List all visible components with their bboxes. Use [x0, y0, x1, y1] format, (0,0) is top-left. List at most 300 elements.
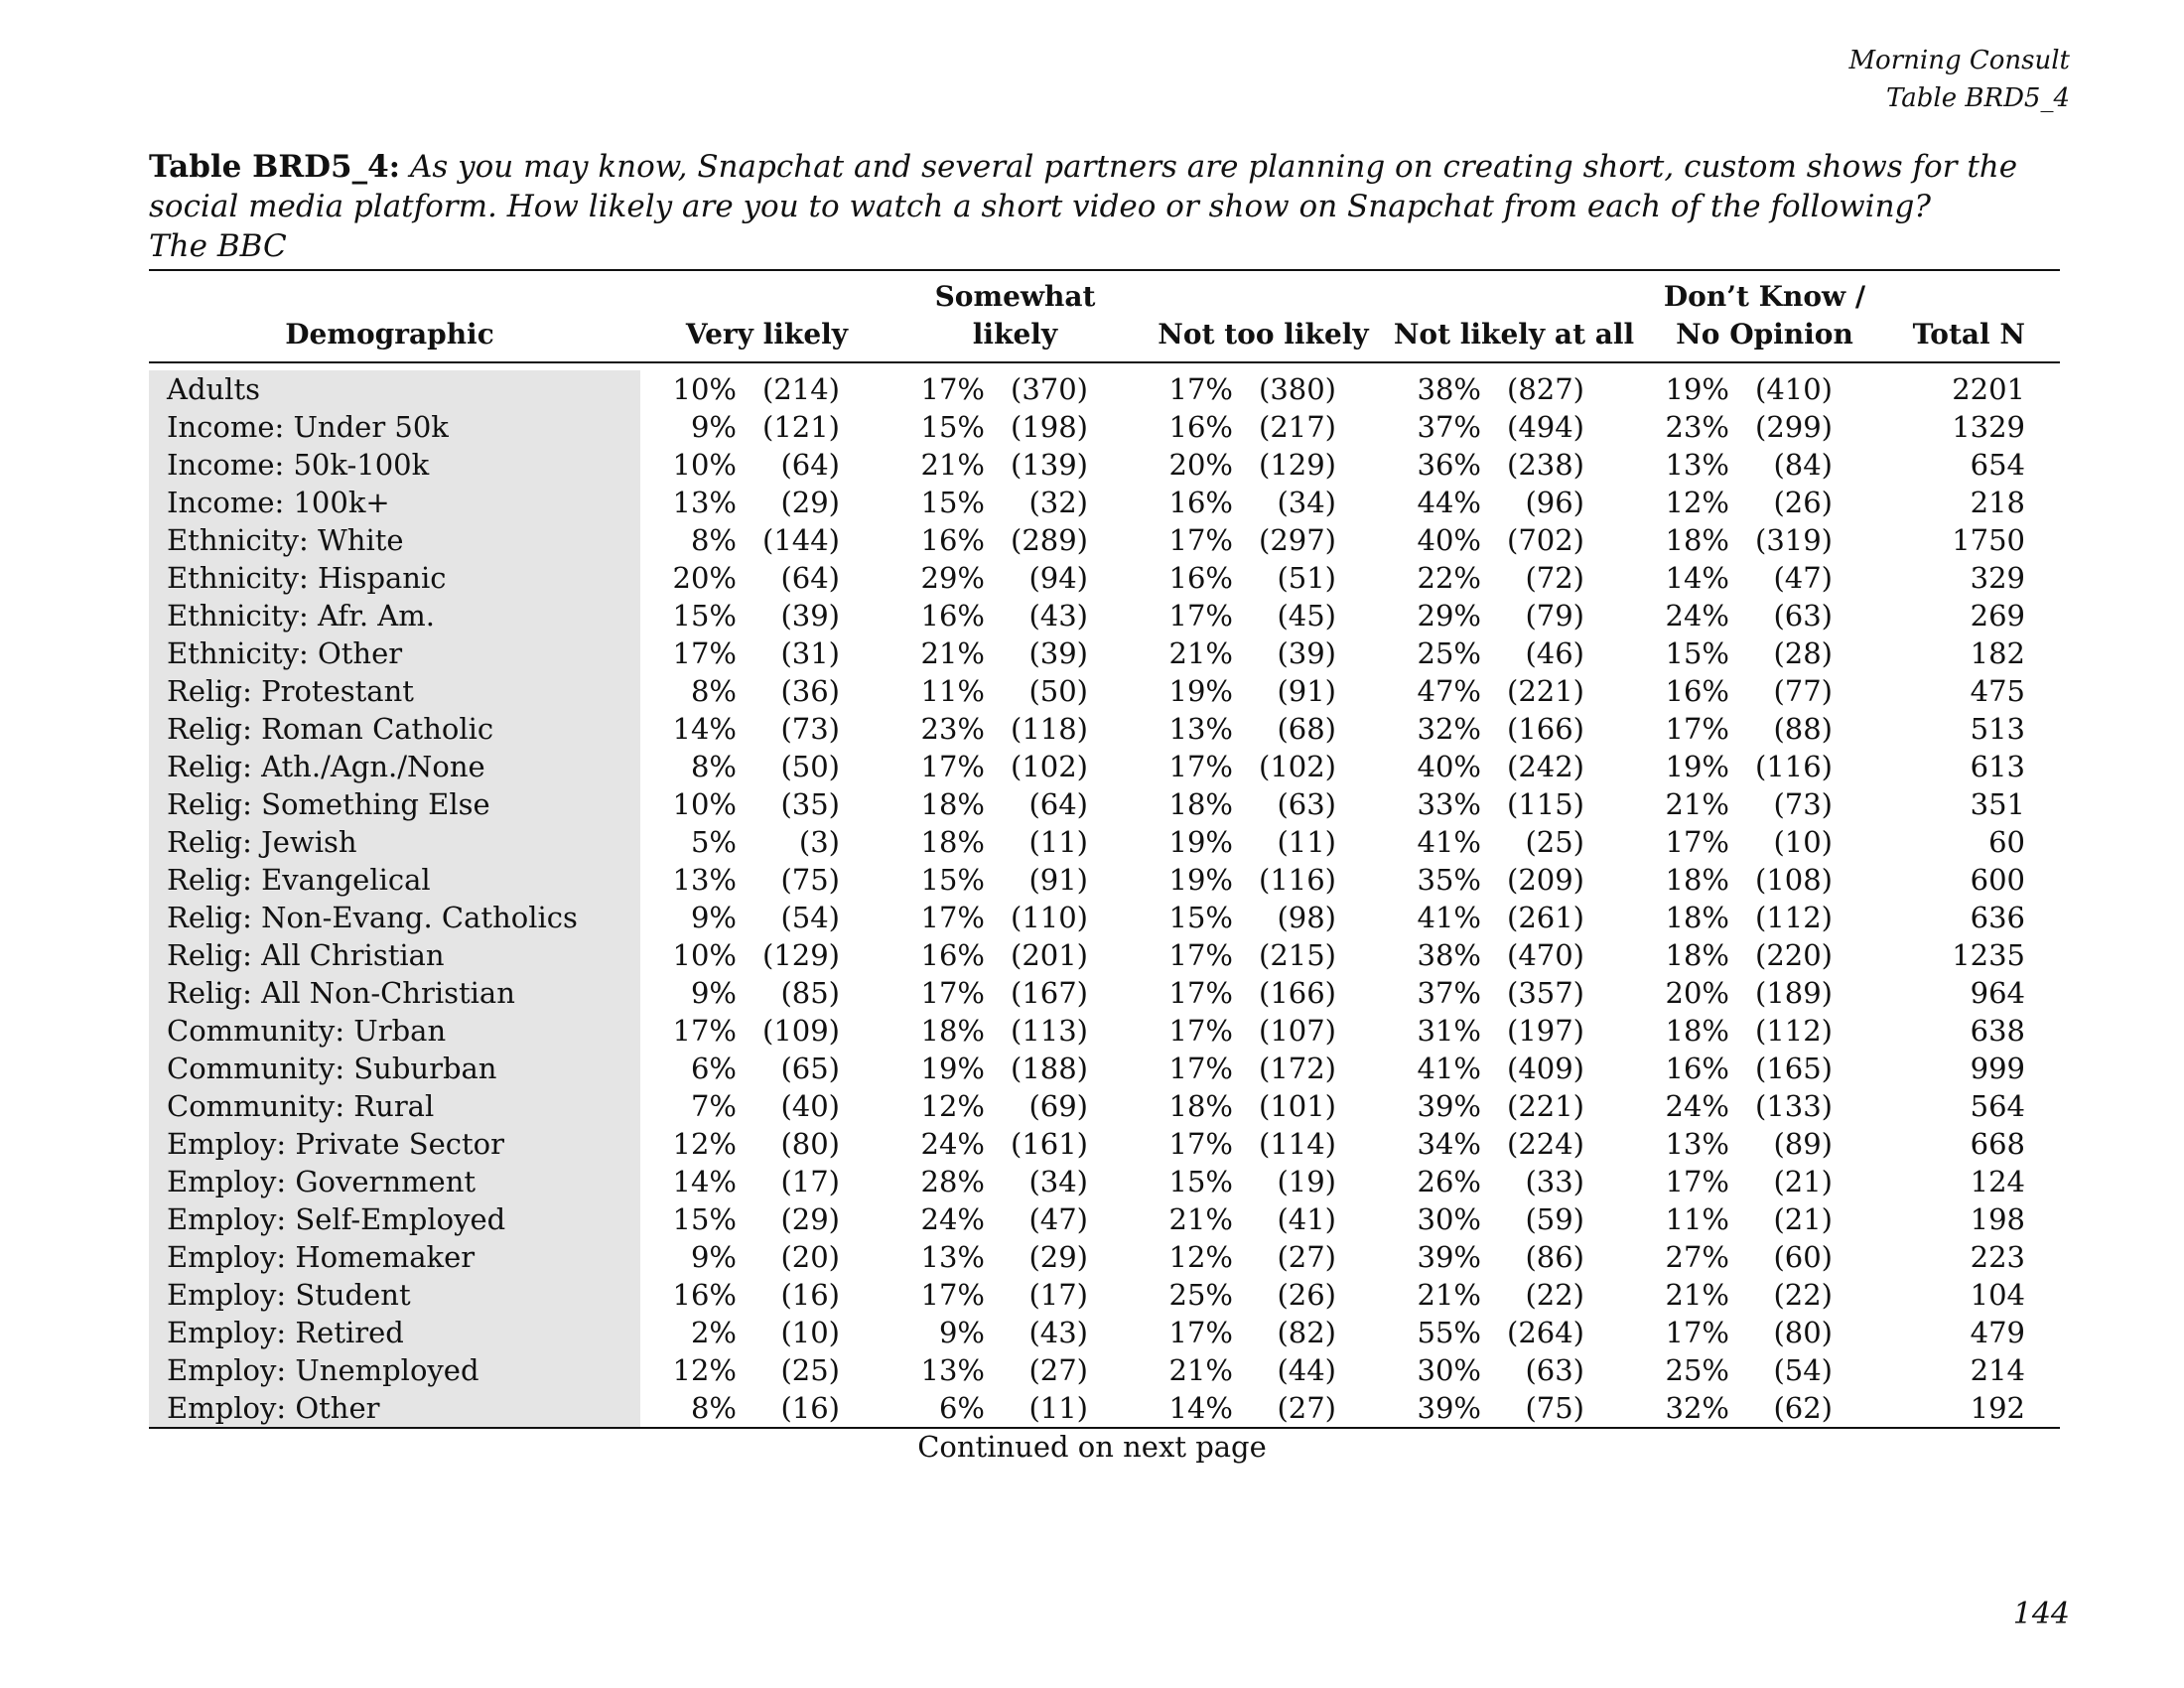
cell-percent: 17% [1168, 938, 1233, 972]
cell-count: (25) [780, 1353, 840, 1387]
cell-count: (144) [762, 523, 840, 557]
cell-percent: 15% [1168, 901, 1233, 934]
cell-count: (91) [1277, 674, 1336, 708]
cell-percent: 13% [920, 1240, 985, 1274]
table-row [149, 748, 2060, 785]
cell-count: (72) [1525, 561, 1584, 595]
cell-percent: 19% [1665, 750, 1729, 783]
cell-count: (261) [1507, 901, 1584, 934]
cell-percent: 29% [1417, 599, 1481, 633]
row-label: Relig: Evangelical [167, 863, 431, 897]
cell-count: (27) [1277, 1240, 1336, 1274]
col-header-total-n: Total N [1912, 318, 2025, 351]
row-label: Relig: Roman Catholic [167, 712, 494, 746]
cell-count: (86) [1525, 1240, 1584, 1274]
cell-percent: 21% [1665, 1278, 1729, 1312]
cell-count: (51) [1277, 561, 1336, 595]
cell-count: (10) [1773, 825, 1833, 859]
cell-total-n: 636 [1970, 901, 2025, 934]
cell-total-n: 964 [1970, 976, 2025, 1010]
cell-count: (221) [1507, 1089, 1584, 1123]
table-row [149, 823, 2060, 861]
cell-percent: 22% [1417, 561, 1481, 595]
cell-count: (11) [1028, 1391, 1088, 1425]
cell-count: (108) [1755, 863, 1833, 897]
cell-percent: 8% [690, 750, 737, 783]
cell-percent: 24% [1665, 599, 1729, 633]
table-row [149, 936, 2060, 974]
cell-percent: 40% [1417, 523, 1481, 557]
table-row [149, 1276, 2060, 1314]
cell-percent: 12% [1168, 1240, 1233, 1274]
cell-count: (89) [1773, 1127, 1833, 1161]
cell-count: (91) [1028, 863, 1088, 897]
cell-percent: 14% [672, 1165, 737, 1198]
cell-count: (26) [1773, 486, 1833, 519]
cell-count: (43) [1028, 599, 1088, 633]
cell-count: (50) [780, 750, 840, 783]
cell-count: (109) [762, 1014, 840, 1048]
cell-total-n: 329 [1970, 561, 2025, 595]
row-label: Relig: Jewish [167, 825, 357, 859]
cell-count: (39) [1277, 636, 1336, 670]
row-label: Employ: Student [167, 1278, 411, 1312]
cell-percent: 9% [690, 1240, 737, 1274]
cell-percent: 18% [1665, 863, 1729, 897]
cell-percent: 40% [1417, 750, 1481, 783]
col-header-somewhat-line2: likely [972, 318, 1058, 351]
cell-percent: 15% [920, 863, 985, 897]
cell-percent: 19% [1168, 674, 1233, 708]
cell-count: (217) [1259, 410, 1336, 444]
cell-percent: 17% [920, 372, 985, 406]
cell-count: (113) [1011, 1014, 1088, 1048]
cell-count: (197) [1507, 1014, 1584, 1048]
cell-count: (166) [1507, 712, 1584, 746]
cell-count: (16) [780, 1391, 840, 1425]
cell-count: (84) [1773, 448, 1833, 482]
row-label: Income: 100k+ [167, 486, 390, 519]
cell-count: (54) [1773, 1353, 1833, 1387]
cell-percent: 21% [1417, 1278, 1481, 1312]
cell-total-n: 351 [1970, 787, 2025, 821]
cell-percent: 8% [690, 674, 737, 708]
cell-percent: 12% [672, 1353, 737, 1387]
cell-percent: 10% [672, 372, 737, 406]
table-row [149, 1314, 2060, 1351]
cell-total-n: 223 [1970, 1240, 2025, 1274]
cell-percent: 18% [1665, 938, 1729, 972]
cell-percent: 11% [920, 674, 985, 708]
cell-count: (29) [780, 1202, 840, 1236]
cell-percent: 16% [672, 1278, 737, 1312]
cell-count: (189) [1755, 976, 1833, 1010]
cell-count: (32) [1028, 486, 1088, 519]
cell-count: (129) [1259, 448, 1336, 482]
cell-total-n: 214 [1970, 1353, 2025, 1387]
cell-count: (64) [1028, 787, 1088, 821]
cell-count: (79) [1525, 599, 1584, 633]
row-label: Ethnicity: Other [167, 636, 403, 670]
cell-percent: 14% [1665, 561, 1729, 595]
cell-percent: 16% [1665, 674, 1729, 708]
cell-count: (221) [1507, 674, 1584, 708]
cell-count: (47) [1028, 1202, 1088, 1236]
cell-count: (3) [798, 825, 840, 859]
cell-percent: 32% [1665, 1391, 1729, 1425]
cell-count: (47) [1773, 561, 1833, 595]
cell-count: (167) [1011, 976, 1088, 1010]
header-rule [149, 361, 2060, 363]
cell-percent: 18% [1168, 787, 1233, 821]
table-row [149, 1012, 2060, 1050]
cell-count: (188) [1011, 1052, 1088, 1085]
cell-total-n: 613 [1970, 750, 2025, 783]
cell-percent: 15% [1665, 636, 1729, 670]
row-label: Ethnicity: Afr. Am. [167, 599, 435, 633]
cell-count: (319) [1755, 523, 1833, 557]
cell-count: (63) [1773, 599, 1833, 633]
table-body [149, 370, 2060, 1427]
cell-percent: 31% [1417, 1014, 1481, 1048]
table-row [149, 521, 2060, 559]
row-label: Employ: Private Sector [167, 1127, 504, 1161]
cell-count: (238) [1507, 448, 1584, 482]
table-row [149, 710, 2060, 748]
cell-percent: 37% [1417, 976, 1481, 1010]
cell-count: (44) [1277, 1353, 1336, 1387]
row-label: Ethnicity: Hispanic [167, 561, 447, 595]
cell-count: (470) [1507, 938, 1584, 972]
table-row [149, 785, 2060, 823]
cell-percent: 23% [1665, 410, 1729, 444]
cell-percent: 12% [920, 1089, 985, 1123]
cell-percent: 16% [1168, 561, 1233, 595]
cell-percent: 10% [672, 448, 737, 482]
row-label: Employ: Unemployed [167, 1353, 479, 1387]
cell-total-n: 600 [1970, 863, 2025, 897]
cell-count: (17) [780, 1165, 840, 1198]
cell-count: (65) [780, 1052, 840, 1085]
row-label: Relig: All Christian [167, 938, 445, 972]
col-header-dont-know-line2: No Opinion [1676, 318, 1853, 351]
cell-count: (43) [1028, 1316, 1088, 1349]
cell-percent: 39% [1417, 1240, 1481, 1274]
cell-count: (10) [780, 1316, 840, 1349]
cell-count: (121) [762, 410, 840, 444]
cell-count: (209) [1507, 863, 1584, 897]
cell-count: (161) [1011, 1127, 1088, 1161]
cell-count: (101) [1259, 1089, 1336, 1123]
cell-count: (114) [1259, 1127, 1336, 1161]
cell-percent: 25% [1665, 1353, 1729, 1387]
cell-percent: 39% [1417, 1391, 1481, 1425]
cell-count: (34) [1028, 1165, 1088, 1198]
cell-count: (242) [1507, 750, 1584, 783]
cell-count: (80) [780, 1127, 840, 1161]
table-row [149, 559, 2060, 597]
table-row [149, 1389, 2060, 1427]
page-number: 144 [2012, 1597, 2070, 1631]
cell-percent: 16% [1665, 1052, 1729, 1085]
cell-percent: 25% [1168, 1278, 1233, 1312]
cell-total-n: 475 [1970, 674, 2025, 708]
cell-count: (21) [1773, 1202, 1833, 1236]
report-header [1848, 42, 2070, 117]
cell-total-n: 513 [1970, 712, 2025, 746]
cell-count: (112) [1755, 901, 1833, 934]
cell-total-n: 182 [1970, 636, 2025, 670]
row-label: Employ: Other [167, 1391, 380, 1425]
cell-count: (64) [780, 448, 840, 482]
cell-percent: 28% [920, 1165, 985, 1198]
cell-percent: 18% [1665, 1014, 1729, 1048]
cell-count: (29) [780, 486, 840, 519]
cell-percent: 13% [1665, 448, 1729, 482]
cell-count: (107) [1259, 1014, 1336, 1048]
cell-count: (22) [1525, 1278, 1584, 1312]
cell-count: (27) [1028, 1353, 1088, 1387]
row-label: Relig: Non-Evang. Catholics [167, 901, 578, 934]
cell-percent: 20% [1665, 976, 1729, 1010]
cell-count: (11) [1028, 825, 1088, 859]
table-row [149, 1050, 2060, 1087]
cell-percent: 12% [672, 1127, 737, 1161]
cell-count: (201) [1011, 938, 1088, 972]
cell-percent: 13% [1168, 712, 1233, 746]
cell-count: (45) [1277, 599, 1336, 633]
cell-count: (172) [1259, 1052, 1336, 1085]
cell-count: (27) [1277, 1391, 1336, 1425]
cell-percent: 41% [1417, 1052, 1481, 1085]
cell-count: (118) [1011, 712, 1088, 746]
cell-count: (64) [780, 561, 840, 595]
cell-count: (110) [1011, 901, 1088, 934]
row-label: Ethnicity: White [167, 523, 404, 557]
cell-percent: 13% [920, 1353, 985, 1387]
cell-count: (357) [1507, 976, 1584, 1010]
cell-count: (702) [1507, 523, 1584, 557]
row-label: Community: Urban [167, 1014, 447, 1048]
cell-percent: 7% [690, 1089, 737, 1123]
row-label: Relig: Something Else [167, 787, 490, 821]
cell-percent: 18% [920, 825, 985, 859]
cell-percent: 17% [672, 636, 737, 670]
cell-percent: 12% [1665, 486, 1729, 519]
cell-percent: 23% [920, 712, 985, 746]
table-row [149, 861, 2060, 899]
cell-percent: 44% [1417, 486, 1481, 519]
cell-total-n: 124 [1970, 1165, 2025, 1198]
cell-percent: 14% [672, 712, 737, 746]
row-label: Employ: Self-Employed [167, 1202, 506, 1236]
cell-count: (88) [1773, 712, 1833, 746]
cell-percent: 35% [1417, 863, 1481, 897]
table-row [149, 899, 2060, 936]
cell-count: (63) [1525, 1353, 1584, 1387]
cell-percent: 17% [1665, 712, 1729, 746]
table-row [149, 672, 2060, 710]
cell-total-n: 654 [1970, 448, 2025, 482]
table-row [149, 597, 2060, 634]
col-header-dont-know [1648, 278, 1881, 353]
cell-percent: 9% [938, 1316, 985, 1349]
cell-count: (31) [780, 636, 840, 670]
cell-percent: 16% [920, 599, 985, 633]
cell-percent: 8% [690, 1391, 737, 1425]
cell-count: (98) [1277, 901, 1336, 934]
cell-percent: 17% [1665, 1316, 1729, 1349]
cell-percent: 17% [1665, 1165, 1729, 1198]
row-label: Employ: Retired [167, 1316, 404, 1349]
cell-count: (46) [1525, 636, 1584, 670]
cell-percent: 10% [672, 787, 737, 821]
table-row [149, 1087, 2060, 1125]
cell-count: (494) [1507, 410, 1584, 444]
col-header-somewhat-likely [898, 278, 1132, 353]
cell-count: (299) [1755, 410, 1833, 444]
cell-percent: 30% [1417, 1202, 1481, 1236]
cell-count: (214) [762, 372, 840, 406]
cell-percent: 19% [1665, 372, 1729, 406]
cell-count: (63) [1277, 787, 1336, 821]
row-label: Adults [167, 372, 260, 406]
cell-total-n: 1235 [1952, 938, 2025, 972]
cell-percent: 17% [1168, 599, 1233, 633]
cell-count: (215) [1259, 938, 1336, 972]
cell-percent: 10% [672, 938, 737, 972]
table-row [149, 408, 2060, 446]
cell-count: (75) [1525, 1391, 1584, 1425]
col-header-somewhat-line1: Somewhat [934, 280, 1096, 313]
col-header-dont-know-line1: Don’t Know / [1663, 280, 1866, 313]
cell-total-n: 60 [1988, 825, 2025, 859]
cell-count: (68) [1277, 712, 1336, 746]
cell-percent: 17% [672, 1014, 737, 1048]
cell-total-n: 192 [1970, 1391, 2025, 1425]
cell-percent: 18% [1665, 523, 1729, 557]
cell-percent: 24% [920, 1127, 985, 1161]
cell-percent: 16% [1168, 410, 1233, 444]
row-label: Community: Suburban [167, 1052, 497, 1085]
cell-percent: 30% [1417, 1353, 1481, 1387]
cell-percent: 38% [1417, 372, 1481, 406]
cell-count: (54) [780, 901, 840, 934]
cell-count: (26) [1277, 1278, 1336, 1312]
cell-percent: 37% [1417, 410, 1481, 444]
cell-percent: 16% [920, 938, 985, 972]
cell-count: (410) [1755, 372, 1833, 406]
cell-percent: 21% [1168, 636, 1233, 670]
cell-percent: 21% [1168, 1202, 1233, 1236]
cell-percent: 15% [672, 1202, 737, 1236]
cell-percent: 17% [1168, 1014, 1233, 1048]
cell-percent: 20% [1168, 448, 1233, 482]
cell-count: (50) [1028, 674, 1088, 708]
cell-total-n: 198 [1970, 1202, 2025, 1236]
cell-percent: 11% [1665, 1202, 1729, 1236]
cell-percent: 38% [1417, 938, 1481, 972]
cell-count: (224) [1507, 1127, 1584, 1161]
row-label: Community: Rural [167, 1089, 435, 1123]
cell-percent: 15% [1168, 1165, 1233, 1198]
cell-percent: 33% [1417, 787, 1481, 821]
cell-percent: 15% [672, 599, 737, 633]
cell-count: (28) [1773, 636, 1833, 670]
cell-percent: 41% [1417, 901, 1481, 934]
cell-percent: 36% [1417, 448, 1481, 482]
col-header-very-likely: Very likely [685, 318, 849, 351]
table-row [149, 484, 2060, 521]
cell-percent: 39% [1417, 1089, 1481, 1123]
table-id: Table BRD5_4 [1885, 83, 2070, 113]
cell-count: (370) [1011, 372, 1088, 406]
top-rule [149, 269, 2060, 271]
cell-percent: 17% [1168, 976, 1233, 1010]
cell-percent: 14% [1168, 1391, 1233, 1425]
cell-count: (139) [1011, 448, 1088, 482]
cell-percent: 16% [920, 523, 985, 557]
cell-count: (264) [1507, 1316, 1584, 1349]
cell-count: (75) [780, 863, 840, 897]
cell-percent: 6% [938, 1391, 985, 1425]
continued-note: Continued on next page [917, 1430, 1267, 1464]
cell-percent: 21% [1665, 787, 1729, 821]
cell-percent: 17% [1665, 825, 1729, 859]
cell-count: (198) [1011, 410, 1088, 444]
cell-percent: 17% [920, 976, 985, 1010]
caption-lead: Table BRD5_4: [149, 149, 401, 185]
caption-subject: The BBC [149, 228, 287, 264]
cell-percent: 32% [1417, 712, 1481, 746]
caption-question: As you may know, Snapchat and several partners are planning on creating short, custom shows for the social media platform. How likely are you to watch a short video or show on Snapchat from each of the following? [149, 149, 2018, 224]
cell-percent: 13% [672, 486, 737, 519]
cell-count: (289) [1011, 523, 1088, 557]
cell-total-n: 2201 [1952, 372, 2025, 406]
cell-total-n: 479 [1970, 1316, 2025, 1349]
cell-count: (133) [1755, 1089, 1833, 1123]
cell-total-n: 1329 [1952, 410, 2025, 444]
table-row [149, 1125, 2060, 1163]
cell-total-n: 638 [1970, 1014, 2025, 1048]
cell-percent: 13% [1665, 1127, 1729, 1161]
cell-count: (69) [1028, 1089, 1088, 1123]
cell-count: (25) [1525, 825, 1584, 859]
cell-percent: 17% [1168, 1127, 1233, 1161]
cell-percent: 18% [920, 1014, 985, 1048]
cell-count: (102) [1259, 750, 1336, 783]
cell-count: (62) [1773, 1391, 1833, 1425]
cell-percent: 24% [920, 1202, 985, 1236]
cell-count: (11) [1277, 825, 1336, 859]
cell-percent: 17% [1168, 1316, 1233, 1349]
cell-percent: 9% [690, 410, 737, 444]
cell-count: (116) [1259, 863, 1336, 897]
cell-percent: 29% [920, 561, 985, 595]
cell-count: (34) [1277, 486, 1336, 519]
cell-count: (17) [1028, 1278, 1088, 1312]
cell-count: (20) [780, 1240, 840, 1274]
cell-count: (409) [1507, 1052, 1584, 1085]
cell-percent: 15% [920, 410, 985, 444]
cell-percent: 19% [1168, 825, 1233, 859]
cell-percent: 9% [690, 901, 737, 934]
cell-percent: 16% [1168, 486, 1233, 519]
cell-percent: 9% [690, 976, 737, 1010]
cell-percent: 55% [1417, 1316, 1481, 1349]
table-row [149, 1163, 2060, 1200]
cell-percent: 18% [920, 787, 985, 821]
